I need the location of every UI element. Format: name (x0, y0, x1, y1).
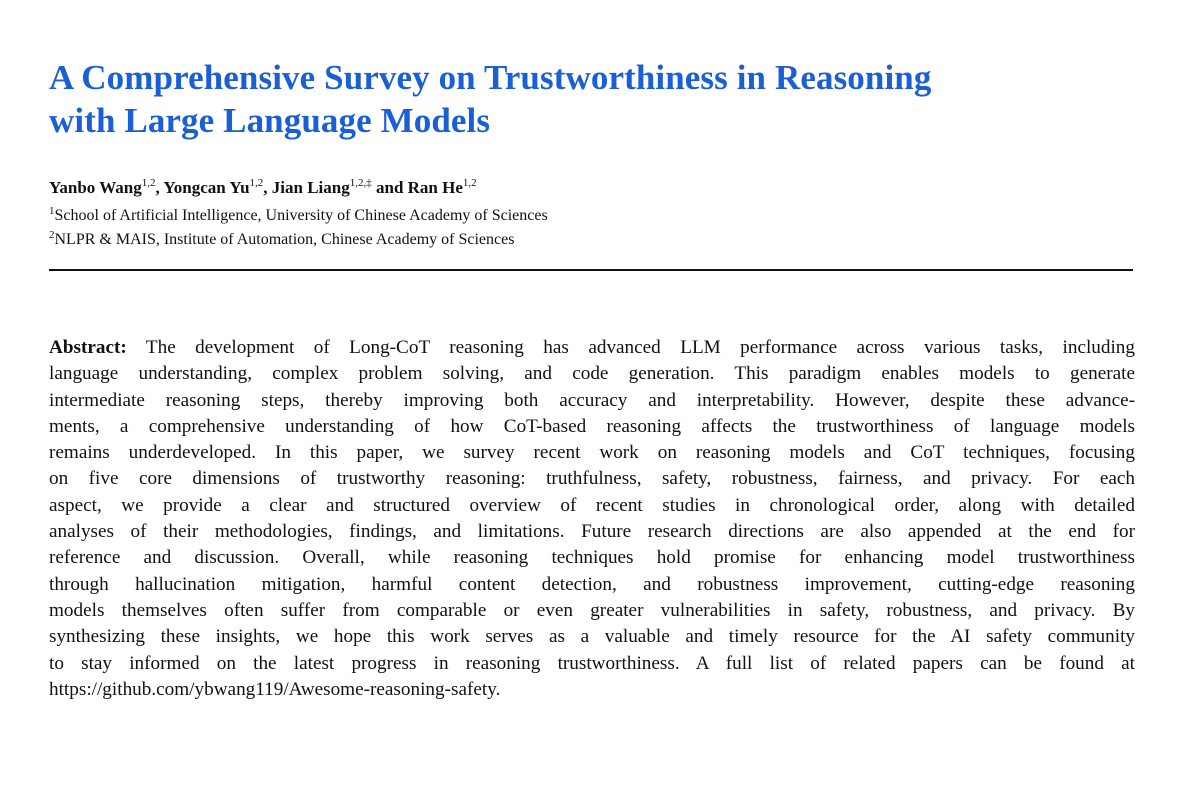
abstract-label: Abstract: (49, 337, 127, 358)
paper-title-line-2: with Large Language Models (49, 101, 491, 140)
abstract-line: through hallucination mitigation, harmful content detection, and robustness improvement, cutting-edge reasoning (49, 573, 1135, 595)
affiliation-marker: 2 (49, 229, 55, 241)
affiliation-text: School of Artificial Intelligence, University of Chinese Academy of Sciences (54, 207, 548, 224)
author-name: Yanbo Wang (49, 178, 142, 197)
abstract-line: ments, a comprehensive understanding of how CoT-based reasoning affects the trustworthiness of language models (49, 415, 1135, 437)
abstract-line: remains underdeveloped. In this paper, we survey recent work on reasoning models and CoT techniques, focusing (49, 442, 1135, 464)
author-name: Jian Liang (271, 178, 350, 197)
author-affiliation-marker: 1,2 (462, 177, 477, 189)
abstract-link-line[interactable]: https://github.com/ybwang119/Awesome-reasoning-safety. (49, 678, 501, 700)
paper-title (49, 56, 1135, 142)
header-divider (49, 269, 1133, 271)
abstract-line: reference and discussion. Overall, while reasoning techniques hold promise for enhancing model trustworthiness (49, 547, 1135, 569)
paper-page (49, 0, 1135, 805)
author-list (49, 178, 477, 198)
affiliation-text: NLPR & MAIS, Institute of Automation, Chinese Academy of Sciences (54, 231, 515, 248)
abstract-line (49, 335, 1135, 361)
affiliation-1 (49, 206, 548, 226)
abstract-line: language understanding, complex problem solving, and code generation. This paradigm enables models to generate (49, 363, 1135, 385)
author-separator: , (263, 178, 272, 197)
affiliation-2 (49, 230, 514, 250)
author-affiliation-marker: 1,2 (141, 177, 156, 189)
author-affiliation-marker: 1,2,‡ (349, 177, 372, 189)
author-name: Yongcan Yu (163, 178, 250, 197)
author-name: Ran He (407, 178, 463, 197)
abstract-line: to stay informed on the latest progress in reasoning trustworthiness. A full list of related papers can be found at (49, 652, 1135, 674)
abstract-line: analyses of their methodologies, findings, and limitations. Future research directions are also appended at the end for (49, 521, 1135, 543)
abstract-line: intermediate reasoning steps, thereby improving both accuracy and interpretability. However, despite these advance- (49, 389, 1135, 411)
author-affiliation-marker: 1,2 (249, 177, 264, 189)
abstract (49, 335, 1135, 703)
abstract-line: aspect, we provide a clear and structured overview of recent studies in chronological order, along with detailed (49, 494, 1135, 516)
abstract-line: on five core dimensions of trustworthy reasoning: truthfulness, safety, robustness, fairness, and privacy. For each (49, 468, 1135, 490)
author-separator: , (155, 178, 164, 197)
abstract-line: models themselves often suffer from comparable or even greater vulnerabilities in safety, robustness, and privacy. By (49, 599, 1135, 621)
paper-title-line-1: A Comprehensive Survey on Trustworthiness in Reasoning (49, 58, 932, 97)
abstract-line-text: The development of Long-CoT reasoning has advanced LLM performance across various tasks, including (126, 337, 1135, 358)
author-separator: and (371, 178, 408, 197)
affiliation-marker: 1 (49, 205, 55, 217)
abstract-line: synthesizing these insights, we hope this work serves as a valuable and timely resource for the AI safety community (49, 626, 1135, 648)
